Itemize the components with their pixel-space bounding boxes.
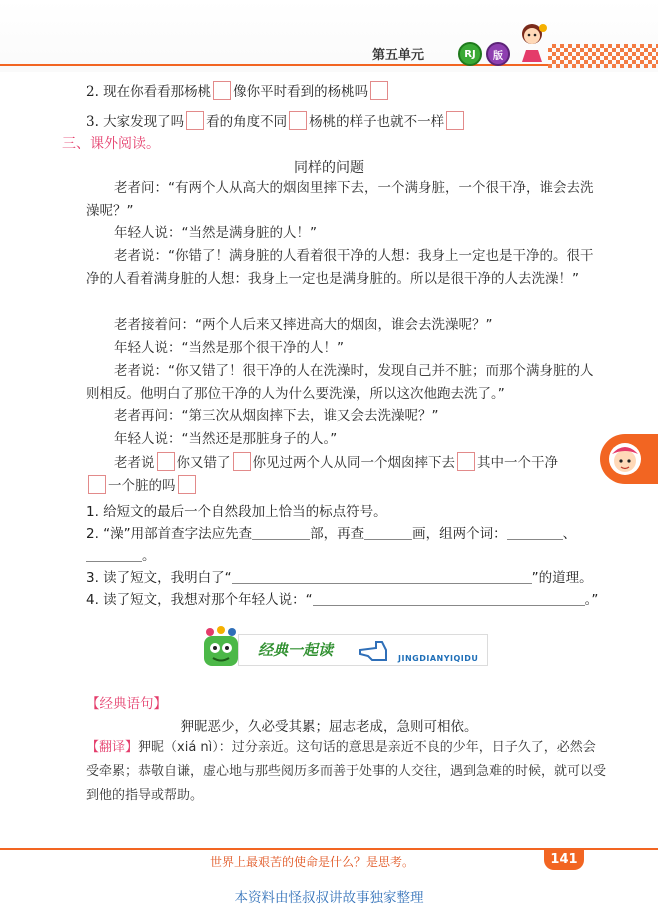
punctuation-box[interactable] [157, 452, 175, 471]
question-2-cont: 。 [86, 544, 156, 564]
girl-mascot-icon [512, 20, 552, 64]
punctuation-box[interactable] [213, 81, 231, 100]
story-title: 同样的问题 [294, 160, 364, 176]
punctuation-box[interactable] [186, 111, 204, 130]
answer-blank[interactable] [232, 569, 532, 584]
punctuation-box[interactable] [88, 475, 106, 494]
pointing-hand-icon [358, 634, 392, 666]
section-three-title: 三、课外阅读。 [62, 136, 160, 152]
punctuation-box[interactable] [178, 475, 196, 494]
exercise-line-3 [86, 110, 466, 130]
banner-title: 经典一起读 [258, 641, 334, 659]
exercise-3-text-c: 杨桃的样子也就不一样 [309, 114, 445, 130]
punctuation-box[interactable] [289, 111, 307, 130]
unit-label: 第五单元 [372, 48, 425, 63]
edition-badge-ban: 版 [486, 42, 510, 66]
banner-subtitle: JINGDIANYIQIDU [398, 654, 479, 663]
header-checker-pattern [548, 44, 658, 68]
answer-blank[interactable] [252, 525, 310, 540]
answer-blank[interactable] [507, 525, 563, 540]
cartoon-face-icon [606, 440, 644, 478]
story-paragraph: 老者问：“有两个人从高大的烟囱里摔下去，一个满身脏，一个很干净，谁会去洗澡呢？” [86, 180, 594, 219]
exercise-2-text-a: 2. 现在你看看那杨桃 [86, 84, 212, 100]
story-paragraph: 老者再问：“第三次从烟囱摔下去，谁又会去洗澡呢？” [114, 408, 439, 424]
exercise-line-2 [86, 80, 390, 100]
answer-blank[interactable] [364, 525, 412, 540]
answer-blank[interactable] [86, 547, 142, 562]
question-2: 2. “澡”用部首查字法应先查 部，再查 画，组两个词： 、 [86, 526, 577, 542]
footer-motto: 世界上最艰苦的使命是什么？是思考。 [210, 855, 415, 869]
edition-badge-rj: RJ [458, 42, 482, 66]
story-paragraph: 老者说：“你又错了！很干净的人在洗澡时，发现自己并不脏；而那个满身脏的人则相反。他明白了那位干净的人为什么要洗澡，所以这次他跑去洗了。” [86, 363, 594, 402]
green-monster-icon [198, 626, 244, 672]
story-paragraph: 年轻人说：“当然还是那脏身子的人。” [114, 431, 338, 447]
classic-sentence-tag: 【经典语句】 [86, 696, 167, 712]
story-paragraph: 年轻人说：“当然是满身脏的人！” [114, 225, 317, 241]
exercise-2-text-b: 像你平时看到的杨桃吗 [233, 84, 369, 100]
question-3: 3. 读了短文，我明白了“ ”的道理。 [86, 570, 593, 586]
story-last-paragraph: 老者说 你又错了 你见过两个人从同一个烟囱摔下去 其中一个干净 一个脏的吗 [86, 452, 596, 498]
punctuation-box[interactable] [370, 81, 388, 100]
classic-reading-banner [198, 626, 488, 672]
exercise-3-text-b: 看的角度不同 [206, 114, 288, 130]
side-tab [600, 434, 658, 484]
question-1: 1. 给短文的最后一个自然段加上恰当的标点符号。 [86, 504, 387, 520]
translation-block [86, 736, 606, 808]
story-paragraph: 年轻人说：“当然是那个很干净的人！” [114, 340, 344, 356]
page-number: 141 [544, 848, 584, 870]
story-paragraph: 老者接着问：“两个人后来又摔进高大的烟囱，谁会去洗澡呢？” [114, 317, 493, 333]
punctuation-box[interactable] [446, 111, 464, 130]
answer-blank[interactable] [313, 591, 585, 606]
punctuation-box[interactable] [233, 452, 251, 471]
translation-tag: 【翻译】 [86, 740, 139, 755]
punctuation-box[interactable] [457, 452, 475, 471]
exercise-3-text-a: 3. 大家发现了吗 [86, 114, 185, 130]
question-4: 4. 读了短文，我想对那个年轻人说：“ 。” [86, 592, 599, 608]
classic-sentence: 狎昵恶少，久必受其累；屈志老成，急则可相依。 [180, 719, 478, 735]
translation-text: 狎昵（xiá nì）：过分亲近。这句话的意思是亲近不良的少年，日子久了，必然会受牵累；恭敬自谦，虚心地与那些阅历多而善于处事的人交往，遇到急难的时候，就可以受到他的指导或帮助。 [86, 740, 607, 803]
source-note: 本资料由怪叔叔讲故事独家整理 [234, 890, 424, 906]
story-paragraph: 老者说：“你错了！满身脏的人看着很干净的人想：我身上一定也是干净的。很干净的人看着满身脏的人想：我身上一定也是满身脏的。所以是很干净的人去洗澡！” [86, 248, 594, 287]
